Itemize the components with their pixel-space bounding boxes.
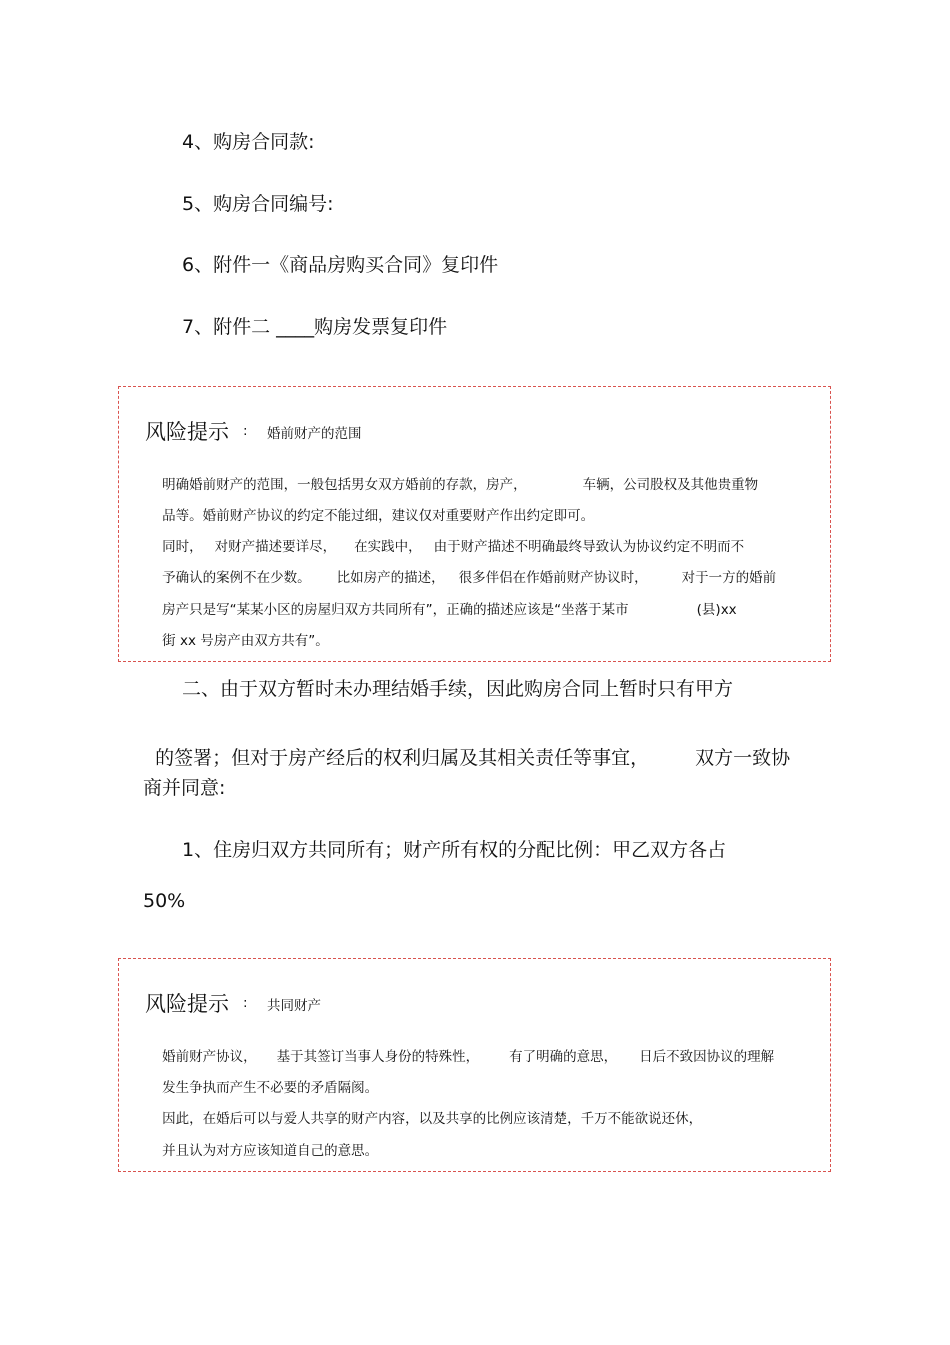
risk-text-line: 并且认为对方应该知道自己的意思。 [162,1142,379,1159]
item-7: 7、附件二 ____购房发票复印件 [182,316,448,338]
item-5: 5、购房合同编号: [182,193,334,215]
risk-tip-subtitle: 共同财产 [267,998,321,1014]
risk-text-line: 明确婚前财产的范围，一般包括男女双方婚前的存款，房产， 车辆，公司股权及其他贵重物 [162,476,759,493]
risk-tip-colon: : [243,423,248,439]
risk-text-line: 品等。婚前财产协议的约定不能过细，建议仅对重要财产作出约定即可。 [162,507,595,524]
risk-text-line: 同时， 对财产描述要详尽， 在实践中， 由于财产描述不明确最终导致认为协议约定不明而不 [162,538,745,555]
risk-text-line: 婚前财产协议， 基于其签订当事人身份的特殊性， 有了明确的意思， 日后不致因协议的理解 [162,1048,775,1065]
risk-tip-title: 风险提示 [145,992,229,1016]
risk-tip-subtitle: 婚前财产的范围 [267,426,362,442]
para-2-line-3: 商并同意: [143,777,226,799]
para-2-line-1: 二、由于双方暂时未办理结婚手续，因此购房合同上暂时只有甲方 [182,678,734,700]
risk-tip-box-2 [118,958,831,1172]
risk-text-line: 发生争执而产生不必要的矛盾隔阂。 [162,1079,379,1096]
risk-text-line: 房产只是写“某某小区的房屋归双方共同所有”，正确的描述应该是“坐落于某市 (县)xx [162,601,737,618]
risk-tip-title: 风险提示 [145,420,229,444]
risk-tip-box-1 [118,386,831,662]
item-6: 6、附件一《商品房购买合同》复印件 [182,254,499,276]
risk-tip-colon: : [243,995,248,1011]
risk-text-line: 予确认的案例不在少数。 比如房产的描述， 很多伴侣在作婚前财产协议时， 对于一方的婚前 [162,569,777,586]
item-1-line-1: 1、住房归双方共同所有；财产所有权的分配比例：甲乙双方各占 [182,839,727,861]
para-2-line-2: 的签署；但对于房产经后的权利归属及其相关责任等事宜， 双方一致协 [155,747,791,769]
risk-text-line: 因此，在婚后可以与爱人共享的财产内容，以及共享的比例应该清楚，千万不能欲说还休， [162,1110,703,1127]
item-4: 4、购房合同款: [182,131,315,153]
risk-text-line: 街 xx 号房产由双方共有”。 [162,632,329,649]
item-1-line-2: 50% [143,890,186,912]
